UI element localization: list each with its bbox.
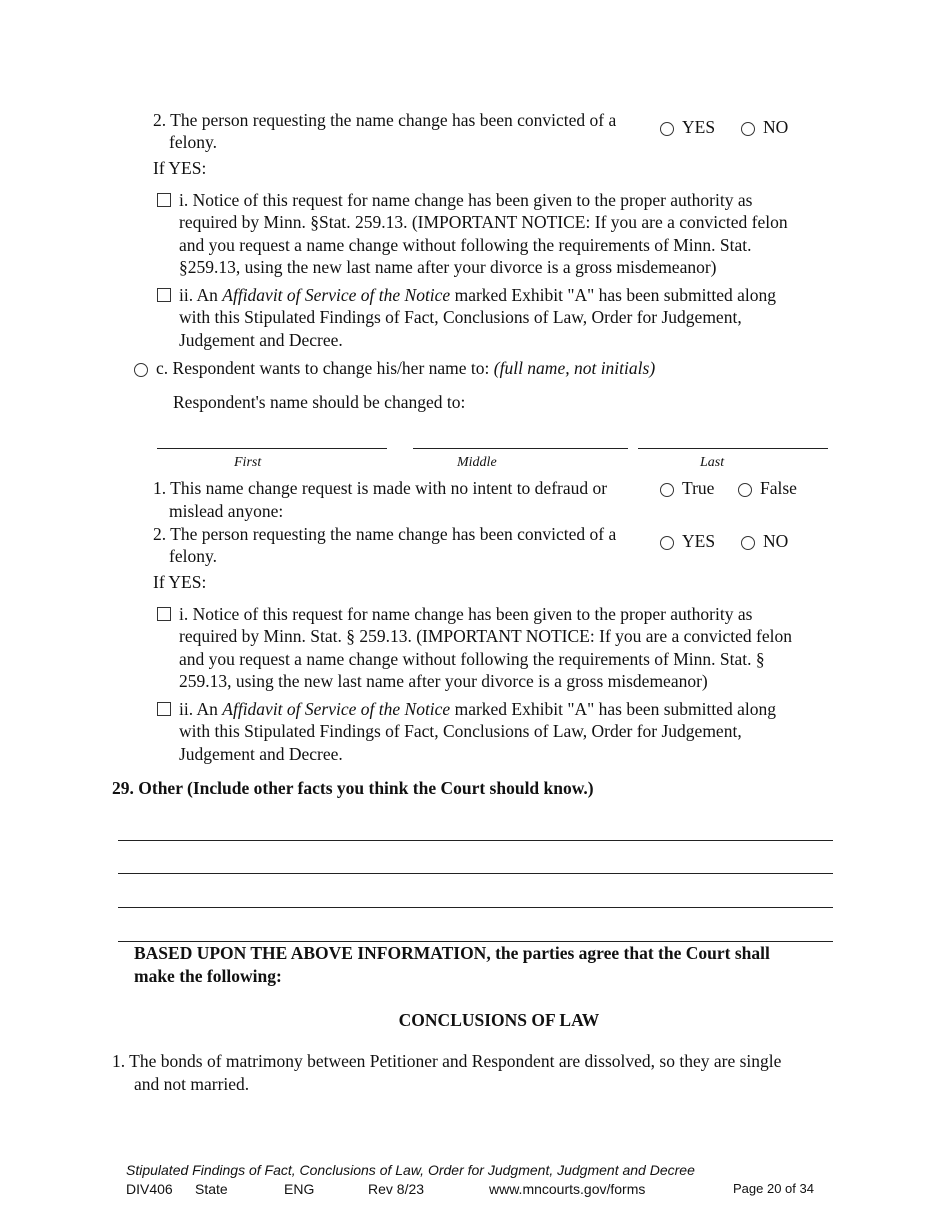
respondent-should-be-label: Respondent's name should be changed to:: [173, 392, 466, 412]
felony-2-no-label: NO: [763, 531, 789, 551]
conclusion-item-1: 1. The bonds of matrimony between Petitioner and Respondent are dissolved, so they are single: [112, 1051, 782, 1071]
notice-2-line: and you request a name change without following the requirements of Minn. Stat. §: [179, 649, 765, 669]
other-line[interactable]: [118, 840, 833, 841]
defraud-false-label: False: [760, 478, 797, 498]
felony-1-yes-radio[interactable]: [660, 122, 674, 136]
affidavit-2-line2: with this Stipulated Findings of Fact, Conclusions of Law, Order for Judgement,: [179, 721, 742, 741]
middle-name-field[interactable]: [413, 448, 628, 449]
felony-2-no-radio[interactable]: [741, 536, 755, 550]
notice-1-line: and you request a name change without following the requirements of Minn. Stat.: [179, 235, 752, 255]
if-yes-label-1: If YES:: [153, 158, 207, 178]
felony-2-yes-label: YES: [682, 531, 716, 551]
felony-question-2-cont: felony.: [169, 546, 217, 566]
first-caption: First: [234, 455, 262, 470]
footer-revision: Rev 8/23: [368, 1181, 425, 1197]
notice-1-checkbox[interactable]: [157, 193, 171, 207]
other-line[interactable]: [118, 907, 833, 908]
affidavit-1-line1: ii. An Affidavit of Service of the Notice marked Exhibit "A" has been submitted along: [179, 285, 777, 305]
felony-question-1: 2. The person requesting the name change has been convicted of a: [153, 110, 617, 130]
defraud-true-radio[interactable]: [660, 483, 674, 497]
middle-caption: Middle: [457, 455, 497, 470]
felony-question-2: 2. The person requesting the name change has been convicted of a: [153, 524, 617, 544]
notice-2-line: i. Notice of this request for name change has been given to the proper authority as: [179, 604, 753, 624]
notice-1-line: §259.13, using the new last name after your divorce is a gross misdemeanor): [179, 257, 717, 277]
footer-page-number: Page 20 of 34: [733, 1181, 814, 1196]
notice-1-line: required by Minn. §Stat. 259.13. (IMPORTANT NOTICE: If you are a convicted felon: [179, 212, 788, 232]
felony-1-no-radio[interactable]: [741, 122, 755, 136]
affidavit-1-checkbox[interactable]: [157, 288, 171, 302]
based-upon-text: BASED UPON THE ABOVE INFORMATION, the parties agree that the Court shall: [134, 943, 770, 963]
felony-2-yes-radio[interactable]: [660, 536, 674, 550]
respondent-name-change-label: c. Respondent wants to change his/her name to: (full name, not initials): [156, 358, 656, 378]
notice-2-line: 259.13, using the new last name after your divorce is a gross misdemeanor): [179, 671, 708, 691]
affidavit-1-line3: Judgement and Decree.: [179, 330, 343, 350]
notice-2-line: required by Minn. Stat. § 259.13. (IMPORTANT NOTICE: If you are a convicted felon: [179, 626, 793, 646]
first-name-field[interactable]: [157, 448, 387, 449]
footer-url[interactable]: www.mncourts.gov/forms: [489, 1181, 646, 1197]
last-name-field[interactable]: [638, 448, 828, 449]
affidavit-2-line3: Judgement and Decree.: [179, 744, 343, 764]
affidavit-2-line1: ii. An Affidavit of Service of the Notice marked Exhibit "A" has been submitted along: [179, 699, 777, 719]
felony-question-1-cont: felony.: [169, 132, 217, 152]
affidavit-1-line2: with this Stipulated Findings of Fact, Conclusions of Law, Order for Judgement,: [179, 307, 742, 327]
defraud-false-radio[interactable]: [738, 483, 752, 497]
footer-state: State: [195, 1181, 228, 1197]
affidavit-2-checkbox[interactable]: [157, 702, 171, 716]
defraud-question-cont: mislead anyone:: [169, 501, 284, 521]
conclusions-heading: CONCLUSIONS OF LAW: [398, 1010, 600, 1030]
felony-1-yes-label: YES: [682, 117, 716, 137]
notice-1-line: i. Notice of this request for name change has been given to the proper authority as: [179, 190, 753, 210]
conclusion-item-1-cont: and not married.: [134, 1074, 250, 1094]
defraud-true-label: True: [682, 478, 715, 498]
other-heading: 29. Other (Include other facts you think the Court should know.): [112, 778, 594, 798]
based-upon-text-cont: make the following:: [134, 966, 282, 986]
respondent-name-change-radio[interactable]: [134, 363, 148, 377]
defraud-question: 1. This name change request is made with no intent to defraud or: [153, 478, 608, 498]
last-caption: Last: [700, 455, 725, 470]
footer-language: ENG: [284, 1181, 315, 1197]
notice-2-checkbox[interactable]: [157, 607, 171, 621]
footer-title: Stipulated Findings of Fact, Conclusions of Law, Order for Judgment, Judgment and Decree: [126, 1162, 695, 1178]
if-yes-label-2: If YES:: [153, 572, 207, 592]
felony-1-no-label: NO: [763, 117, 789, 137]
other-line[interactable]: [118, 873, 833, 874]
footer-form-code: DIV406: [126, 1181, 173, 1197]
